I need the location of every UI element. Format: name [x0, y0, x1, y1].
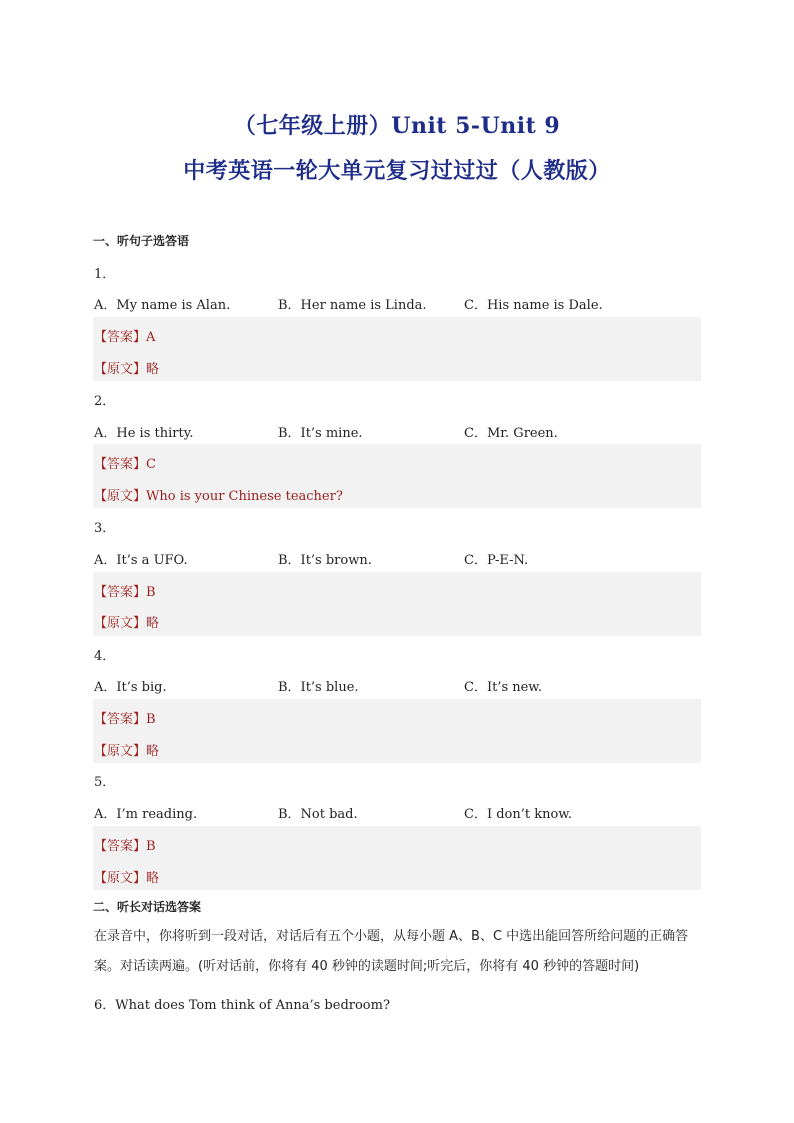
answer-box [93, 699, 701, 763]
answer-value: A [146, 330, 156, 345]
option-a: A．I’m reading. [94, 807, 198, 822]
source-label: 【原文】 [94, 744, 147, 759]
option-b: B．Her name is Linda. [278, 298, 427, 313]
source-label: 【原文】 [94, 871, 147, 886]
option-b: B．It’s brown. [278, 553, 372, 568]
question-6: 6．What does Tom think of Anna’s bedroom? [94, 998, 390, 1013]
answer-line [94, 708, 156, 727]
title-line-1: （七年级上册）Unit 5-Unit 9 [233, 113, 561, 139]
source-value: 略 [146, 616, 160, 631]
option-a: A．It’s big. [94, 680, 167, 695]
option-b: B．It’s mine. [278, 426, 363, 441]
source-value: 略 [146, 744, 160, 759]
answer-value: B [146, 839, 156, 854]
answer-line [94, 453, 156, 472]
option-b: B．It’s blue. [278, 680, 359, 695]
answer-box [93, 317, 701, 381]
source-label: 【原文】 [94, 489, 147, 504]
answer-line [94, 581, 156, 600]
source-label: 【原文】 [94, 616, 147, 631]
answer-value: B [146, 712, 156, 727]
option-c: C．I don’t know. [464, 807, 573, 822]
option-a: A．It’s a UFO. [94, 553, 188, 568]
option-a: A．My name is Alan. [94, 298, 231, 313]
question-number: 3． [94, 521, 116, 536]
answer-value: C [146, 457, 156, 472]
option-c: C．It’s new. [464, 680, 543, 695]
source-line [94, 740, 159, 759]
source-line [94, 612, 159, 631]
answer-line [94, 835, 156, 854]
source-line [94, 358, 159, 377]
option-c: C．P-E-N. [464, 553, 529, 568]
answer-line [94, 326, 155, 345]
answer-label: 【答案】 [94, 330, 147, 345]
source-line [94, 485, 343, 504]
answer-label: 【答案】 [94, 712, 147, 727]
answer-label: 【答案】 [94, 839, 147, 854]
source-label: 【原文】 [94, 362, 147, 377]
question-number: 1． [94, 267, 116, 282]
answer-label: 【答案】 [94, 585, 147, 600]
answer-box [93, 826, 701, 890]
section-heading-2: 二、听长对话选答案 [93, 900, 202, 914]
question-number: 2． [94, 394, 116, 409]
question-number: 5． [94, 775, 116, 790]
answer-box [93, 572, 701, 636]
source-value: 略 [146, 362, 160, 377]
option-c: C．Mr. Green. [464, 426, 558, 441]
answer-value: B [146, 585, 156, 600]
answer-label: 【答案】 [94, 457, 147, 472]
title-line-2: 中考英语一轮大单元复习过过过（人教版） [183, 158, 611, 184]
question-number: 4． [94, 649, 116, 664]
source-value: 略 [146, 871, 160, 886]
option-b: B．Not bad. [278, 807, 358, 822]
source-value: Who is your Chinese teacher? [146, 489, 343, 504]
option-c: C．His name is Dale. [464, 298, 603, 313]
source-line [94, 867, 159, 886]
section-2-instructions: 在录音中，你将听到一段对话，对话后有五个小题，从每小题 A、B、C 中选出能回答所给问题的正确答案。对话读两遍。(听对话前，你将有 40 秒钟的读题时间;听完后，你将有 40 秒钟的答题时间) [94, 929, 689, 974]
option-a: A．He is thirty. [94, 426, 194, 441]
section-heading-1: 一、听句子选答语 [93, 234, 190, 248]
